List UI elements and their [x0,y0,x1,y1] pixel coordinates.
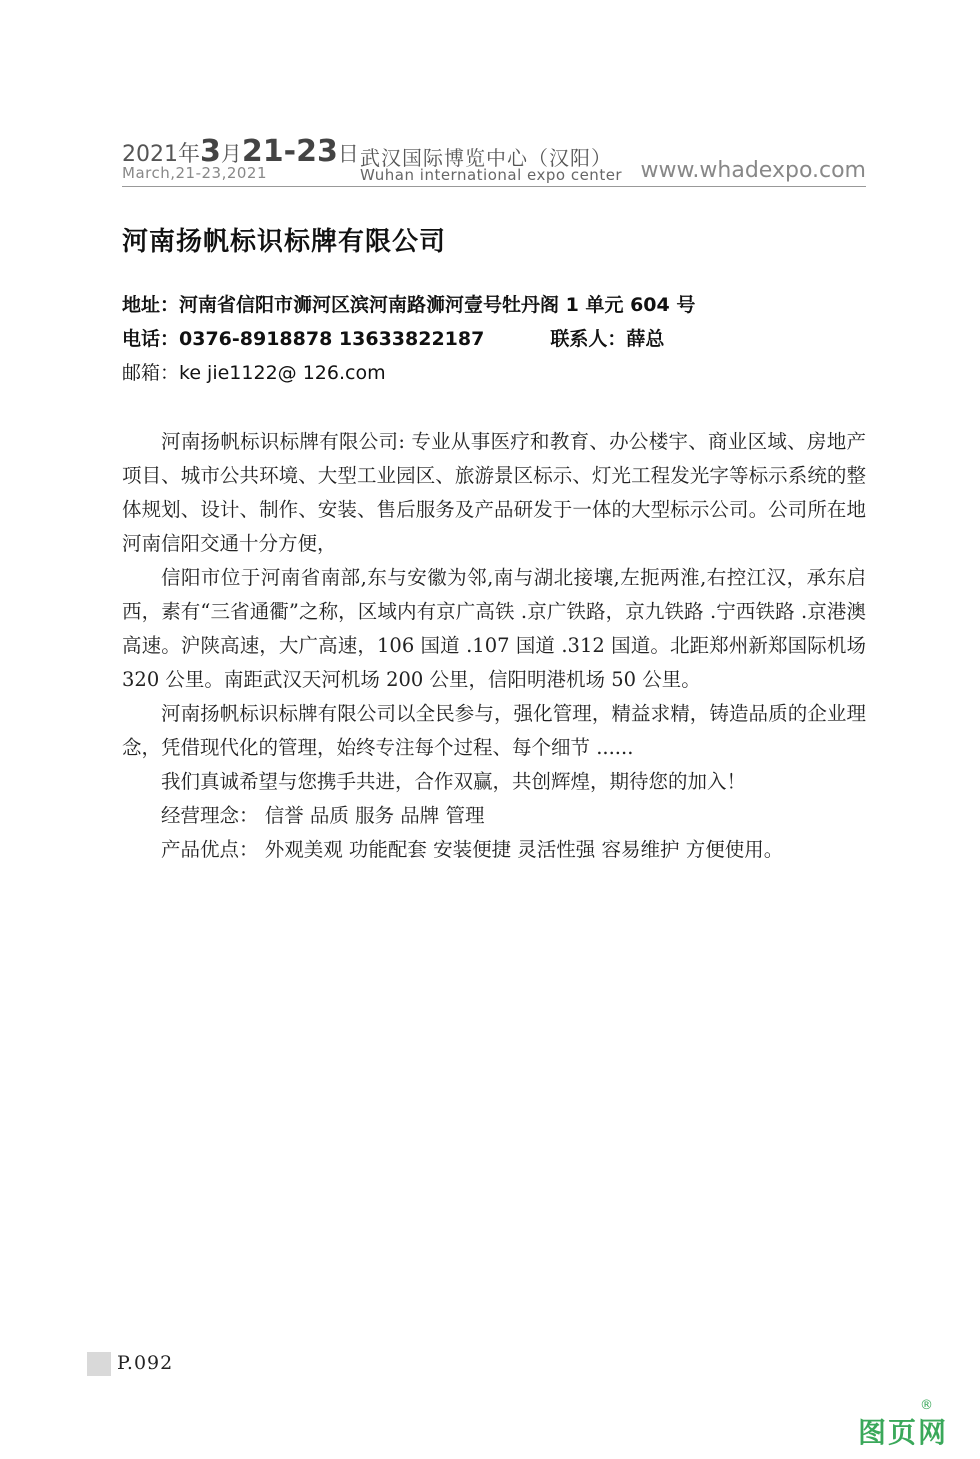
date-day-unit: 日 [337,142,359,166]
date-days: 21-23 [241,134,338,169]
page-header [122,134,866,190]
header-divider [122,186,866,187]
date-month: 3 [200,134,221,169]
description-paragraph: 河南扬帆标识标牌有限公司: 专业从事医疗和教育、办公楼宇、商业区域、房地产项目、城市公共环境、大型工业园区、旅游景区标示、灯光工程发光字等标示系统的整体规划、设计、制作、安装、售后服务及产品研发于一体的大型标示公司。公司所在地河南信阳交通十分方便， [122,430,866,555]
description-paragraph: 河南扬帆标识标牌有限公司以全民参与，强化管理，精益求精，铸造品质的企业理念，凭借现代化的管理，始终专注每个过程、每个细节 ...... [122,702,866,759]
company-phone-line [122,324,664,351]
company-contact-person: 联系人：薛总 [550,328,665,350]
business-philosophy: 经营理念： 信誉 品质 服务 品牌 管理 [161,804,485,827]
product-advantages: 产品优点： 外观美观 功能配套 安装便捷 灵活性强 容易维护 方便使用。 [161,838,784,861]
company-email: 邮箱：ke jie1122@ 126.com [122,362,386,384]
watermark-logo: 图页网 [858,1416,949,1449]
company-description [122,425,866,867]
date-year: 2021年 [122,142,200,167]
event-venue-english: Wuhan international expo center [360,166,623,184]
website-link[interactable]: www.whadexpo.com [640,158,866,183]
description-paragraph: 我们真诚希望与您携手共进，合作双赢，共创辉煌，期待您的加入！ [161,770,747,793]
page-number-marker [87,1352,111,1376]
company-phone: 电话：0376-8918878 13633822187 [122,328,485,350]
description-paragraph: 信阳市位于河南省南部,东与安徽为邻,南与湖北接壤,左扼两淮,右控江汉，承东启西，素有“三省通衢”之称，区域内有京广高铁 .京广铁路，京九铁路 .宁西铁路 .京港澳高速。沪陕高速，大广高速，106 国道 .107 国道 .312 国道。北距郑州新郑国际机场 320 公里。南距武汉天河机场 200 公里，信阳明港机场 50 公里。 [122,566,866,691]
registered-mark: ® [920,1398,933,1413]
event-venue: 武汉国际博览中心（汉阳） [360,146,612,170]
event-date-english: March,21-23,2021 [122,164,268,182]
page-number: P.092 [117,1352,174,1374]
date-month-unit: 月 [220,142,242,166]
company-title: 河南扬帆标识标牌有限公司 [122,227,447,257]
company-address: 地址：河南省信阳市浉河区滨河南路浉河壹号牡丹阁 1 单元 604 号 [122,294,696,316]
